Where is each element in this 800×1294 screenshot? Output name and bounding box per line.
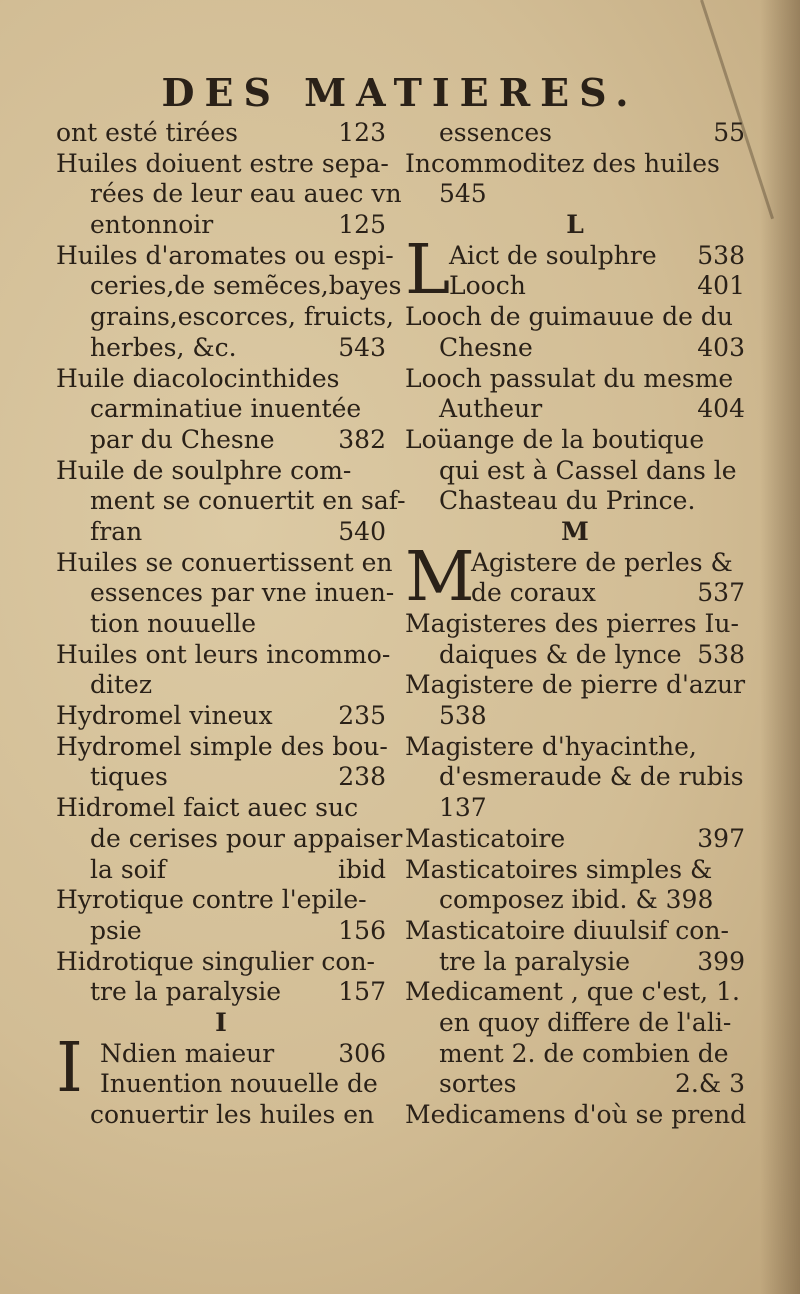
index-entry xyxy=(405,916,745,947)
index-entry xyxy=(471,578,745,609)
entry-text: 545 xyxy=(439,179,487,209)
entry-text: fran xyxy=(90,516,143,546)
entry-text: tion nouuelle xyxy=(90,609,257,638)
index-entry xyxy=(56,271,402,302)
running-header: DES MATIERES. xyxy=(161,70,639,115)
index-entry xyxy=(405,701,745,732)
entry-text: ment 2. de combien de xyxy=(439,1038,729,1068)
entry-text: Magistere d'hyacinthe, xyxy=(405,731,697,761)
entry-text: Incommoditez des huiles xyxy=(405,148,720,178)
entry-text: de cerises pour appaiser xyxy=(90,823,403,853)
page-number: 401 xyxy=(697,271,745,301)
index-entry xyxy=(405,640,745,671)
index-entry xyxy=(56,364,386,395)
entry-text: tre la paralysie xyxy=(439,946,631,976)
entry-text: ceries,de semẽces,bayes xyxy=(90,271,402,301)
entry-text: de coraux xyxy=(471,578,596,608)
index-entry xyxy=(56,394,386,425)
entry-text: Masticatoire xyxy=(405,823,566,853)
index-entry xyxy=(56,517,386,548)
entry-text: carminatiue inuentée xyxy=(90,394,362,424)
index-entry xyxy=(56,333,386,364)
page-number: 238 xyxy=(338,762,386,792)
entry-text: daiques & de lynce xyxy=(439,639,682,669)
drop-cap-entry xyxy=(405,230,745,310)
index-entry xyxy=(405,302,745,333)
index-entry xyxy=(405,333,745,364)
entry-text: Magistere de pierre d'azur xyxy=(405,670,746,700)
entry-text: Hydromel vineux xyxy=(56,701,273,731)
index-entry xyxy=(56,148,389,180)
entry-text: Loüange de la boutique xyxy=(405,424,705,454)
entry-text: Masticatoires simples & xyxy=(405,854,713,884)
index-entry xyxy=(405,793,745,824)
index-entry xyxy=(405,977,745,1008)
page-number: 125 xyxy=(338,210,386,240)
index-entry xyxy=(56,916,386,947)
entry-text: Magisteres des pierres Iu- xyxy=(405,609,739,639)
index-entry xyxy=(405,425,745,456)
index-entry xyxy=(56,456,386,487)
index-entry xyxy=(56,823,403,855)
index-entry xyxy=(56,578,395,609)
index-entry xyxy=(56,885,386,916)
index-entry xyxy=(56,118,386,149)
index-entry xyxy=(56,240,394,272)
entry-text: qui est à Cassel dans le xyxy=(439,455,737,485)
page-number: 537 xyxy=(697,578,745,608)
entry-text: grains,escorces, fruicts, xyxy=(90,302,395,332)
drop-cap-entry xyxy=(405,537,745,617)
index-entry xyxy=(56,701,386,732)
drop-cap-letter: L xyxy=(405,230,451,310)
index-entry xyxy=(56,609,386,640)
entry-text: Looch xyxy=(449,271,526,301)
entry-text: Looch de guimauue de du xyxy=(405,302,734,332)
index-entry xyxy=(405,456,745,487)
entry-text: tiques xyxy=(90,762,168,792)
index-entry xyxy=(405,824,745,855)
drop-cap-letter: I xyxy=(56,1028,83,1108)
index-entry xyxy=(56,547,393,579)
index-entry xyxy=(449,271,745,302)
page-number: 306 xyxy=(338,1038,386,1068)
page-number: 538 xyxy=(697,639,745,669)
entry-text: Medicamens d'où se prend xyxy=(405,1100,747,1130)
entry-text: en quoy differe de l'ali- xyxy=(439,1007,732,1037)
entry-text: Autheur xyxy=(439,394,543,424)
entry-text: Huiles d'aromates ou espi- xyxy=(56,240,394,270)
entry-text: Aict de soulphre xyxy=(449,240,657,270)
page-number: 538 xyxy=(697,240,745,270)
index-entry xyxy=(405,364,745,395)
page-number: 382 xyxy=(338,424,386,454)
index-column-right xyxy=(405,118,745,1131)
index-entry xyxy=(56,855,386,886)
entry-text: Huiles ont leurs incommo- xyxy=(56,639,391,669)
index-entry xyxy=(405,1039,745,1070)
index-entry xyxy=(405,1100,745,1131)
entry-text: 538 xyxy=(439,701,487,731)
page-number: 156 xyxy=(338,915,386,945)
page-number: 123 xyxy=(338,118,386,147)
index-entry xyxy=(56,793,386,824)
index-entry xyxy=(405,394,745,425)
index-entry xyxy=(405,609,745,640)
entry-text: Hyrotique contre l'epile- xyxy=(56,885,367,915)
page-number: 404 xyxy=(697,394,745,424)
index-entry xyxy=(405,149,745,180)
entry-text: Hidromel faict auec suc xyxy=(56,793,359,823)
index-entry xyxy=(56,1100,386,1131)
drop-cap-letter: M xyxy=(405,537,475,617)
entry-text: Ndien maieur xyxy=(100,1038,275,1068)
entry-text: Masticatoire diuulsif con- xyxy=(405,915,729,945)
page-number: 399 xyxy=(697,946,745,976)
entry-text: ditez xyxy=(90,670,153,700)
entry-text: essences xyxy=(439,118,552,147)
entry-text: 137 xyxy=(439,793,487,823)
index-entry xyxy=(405,1069,745,1100)
section-letter: M xyxy=(561,516,589,546)
entry-text: composez ibid. & 398 xyxy=(439,885,714,915)
index-entry xyxy=(56,302,395,333)
index-entry xyxy=(56,210,386,241)
entry-text: psie xyxy=(90,915,142,945)
entry-text: entonnoir xyxy=(90,210,214,240)
page-number: 540 xyxy=(338,516,386,546)
entry-text: Agistere de perles & xyxy=(471,547,733,577)
index-entry xyxy=(56,486,406,517)
entry-text: Huile diacolocinthides xyxy=(56,363,340,393)
section-letter: L xyxy=(566,210,584,240)
index-entry xyxy=(471,548,745,579)
page-number: 235 xyxy=(338,701,386,731)
index-entry xyxy=(56,762,386,793)
page-number: 2.& 3 xyxy=(675,1069,745,1099)
index-entry xyxy=(405,118,745,149)
index-entry xyxy=(56,425,386,456)
entry-text: Chasteau du Prince. xyxy=(439,486,696,516)
page-number: 543 xyxy=(338,332,386,362)
index-entry xyxy=(449,241,745,272)
entry-text: ont esté tirées xyxy=(56,118,238,147)
index-entry xyxy=(100,1069,386,1100)
index-entry xyxy=(405,670,745,701)
entry-text: Huiles doiuent estre sepa- xyxy=(56,148,389,178)
index-entry xyxy=(56,670,386,701)
index-column-left xyxy=(56,118,406,1131)
index-entry xyxy=(56,977,386,1008)
entry-text: Huiles se conuertissent en xyxy=(56,547,393,577)
index-entry xyxy=(405,855,745,886)
entry-text: essences par vne inuen- xyxy=(90,578,395,608)
entry-text: herbes, &c. xyxy=(90,332,237,362)
entry-text: Hidrotique singulier con- xyxy=(56,946,376,976)
page-number: ibid xyxy=(338,854,386,884)
entry-text: par du Chesne xyxy=(90,424,275,454)
page-number: 157 xyxy=(338,977,386,1007)
index-entry xyxy=(405,947,745,978)
page-number: 403 xyxy=(697,332,745,362)
index-entry xyxy=(405,1008,745,1039)
index-entry xyxy=(405,732,745,763)
index-entry xyxy=(405,486,745,517)
index-entry xyxy=(56,639,391,671)
entry-text: d'esmeraude & de rubis xyxy=(439,762,744,792)
entry-text: la soif xyxy=(90,854,166,884)
entry-text: conuertir les huiles en xyxy=(90,1100,375,1130)
page-number: 55 xyxy=(713,118,745,147)
index-entry xyxy=(405,762,745,793)
index-entry xyxy=(100,1039,386,1070)
section-letter: I xyxy=(215,1007,227,1037)
entry-text: sortes xyxy=(439,1069,517,1099)
entry-text: tre la paralysie xyxy=(90,977,282,1007)
index-entry xyxy=(56,732,386,763)
drop-cap-entry xyxy=(56,1028,386,1108)
index-entry xyxy=(405,885,745,916)
entry-text: Huile de soulphre com- xyxy=(56,455,352,485)
index-entry xyxy=(56,947,386,978)
entry-text: Medicament , que c'est, 1. xyxy=(405,977,740,1007)
entry-text: Chesne xyxy=(439,332,533,362)
page-number: 397 xyxy=(697,823,745,853)
entry-text: rées de leur eau auec vn xyxy=(90,179,402,209)
index-entry xyxy=(405,179,745,210)
index-entry xyxy=(56,179,402,210)
entry-text: Hydromel simple des bou- xyxy=(56,731,388,761)
entry-text: Looch passulat du mesme xyxy=(405,363,734,393)
entry-text: Inuention nouuelle de xyxy=(100,1069,378,1099)
entry-text: ment se conuertit en saf- xyxy=(90,486,406,516)
